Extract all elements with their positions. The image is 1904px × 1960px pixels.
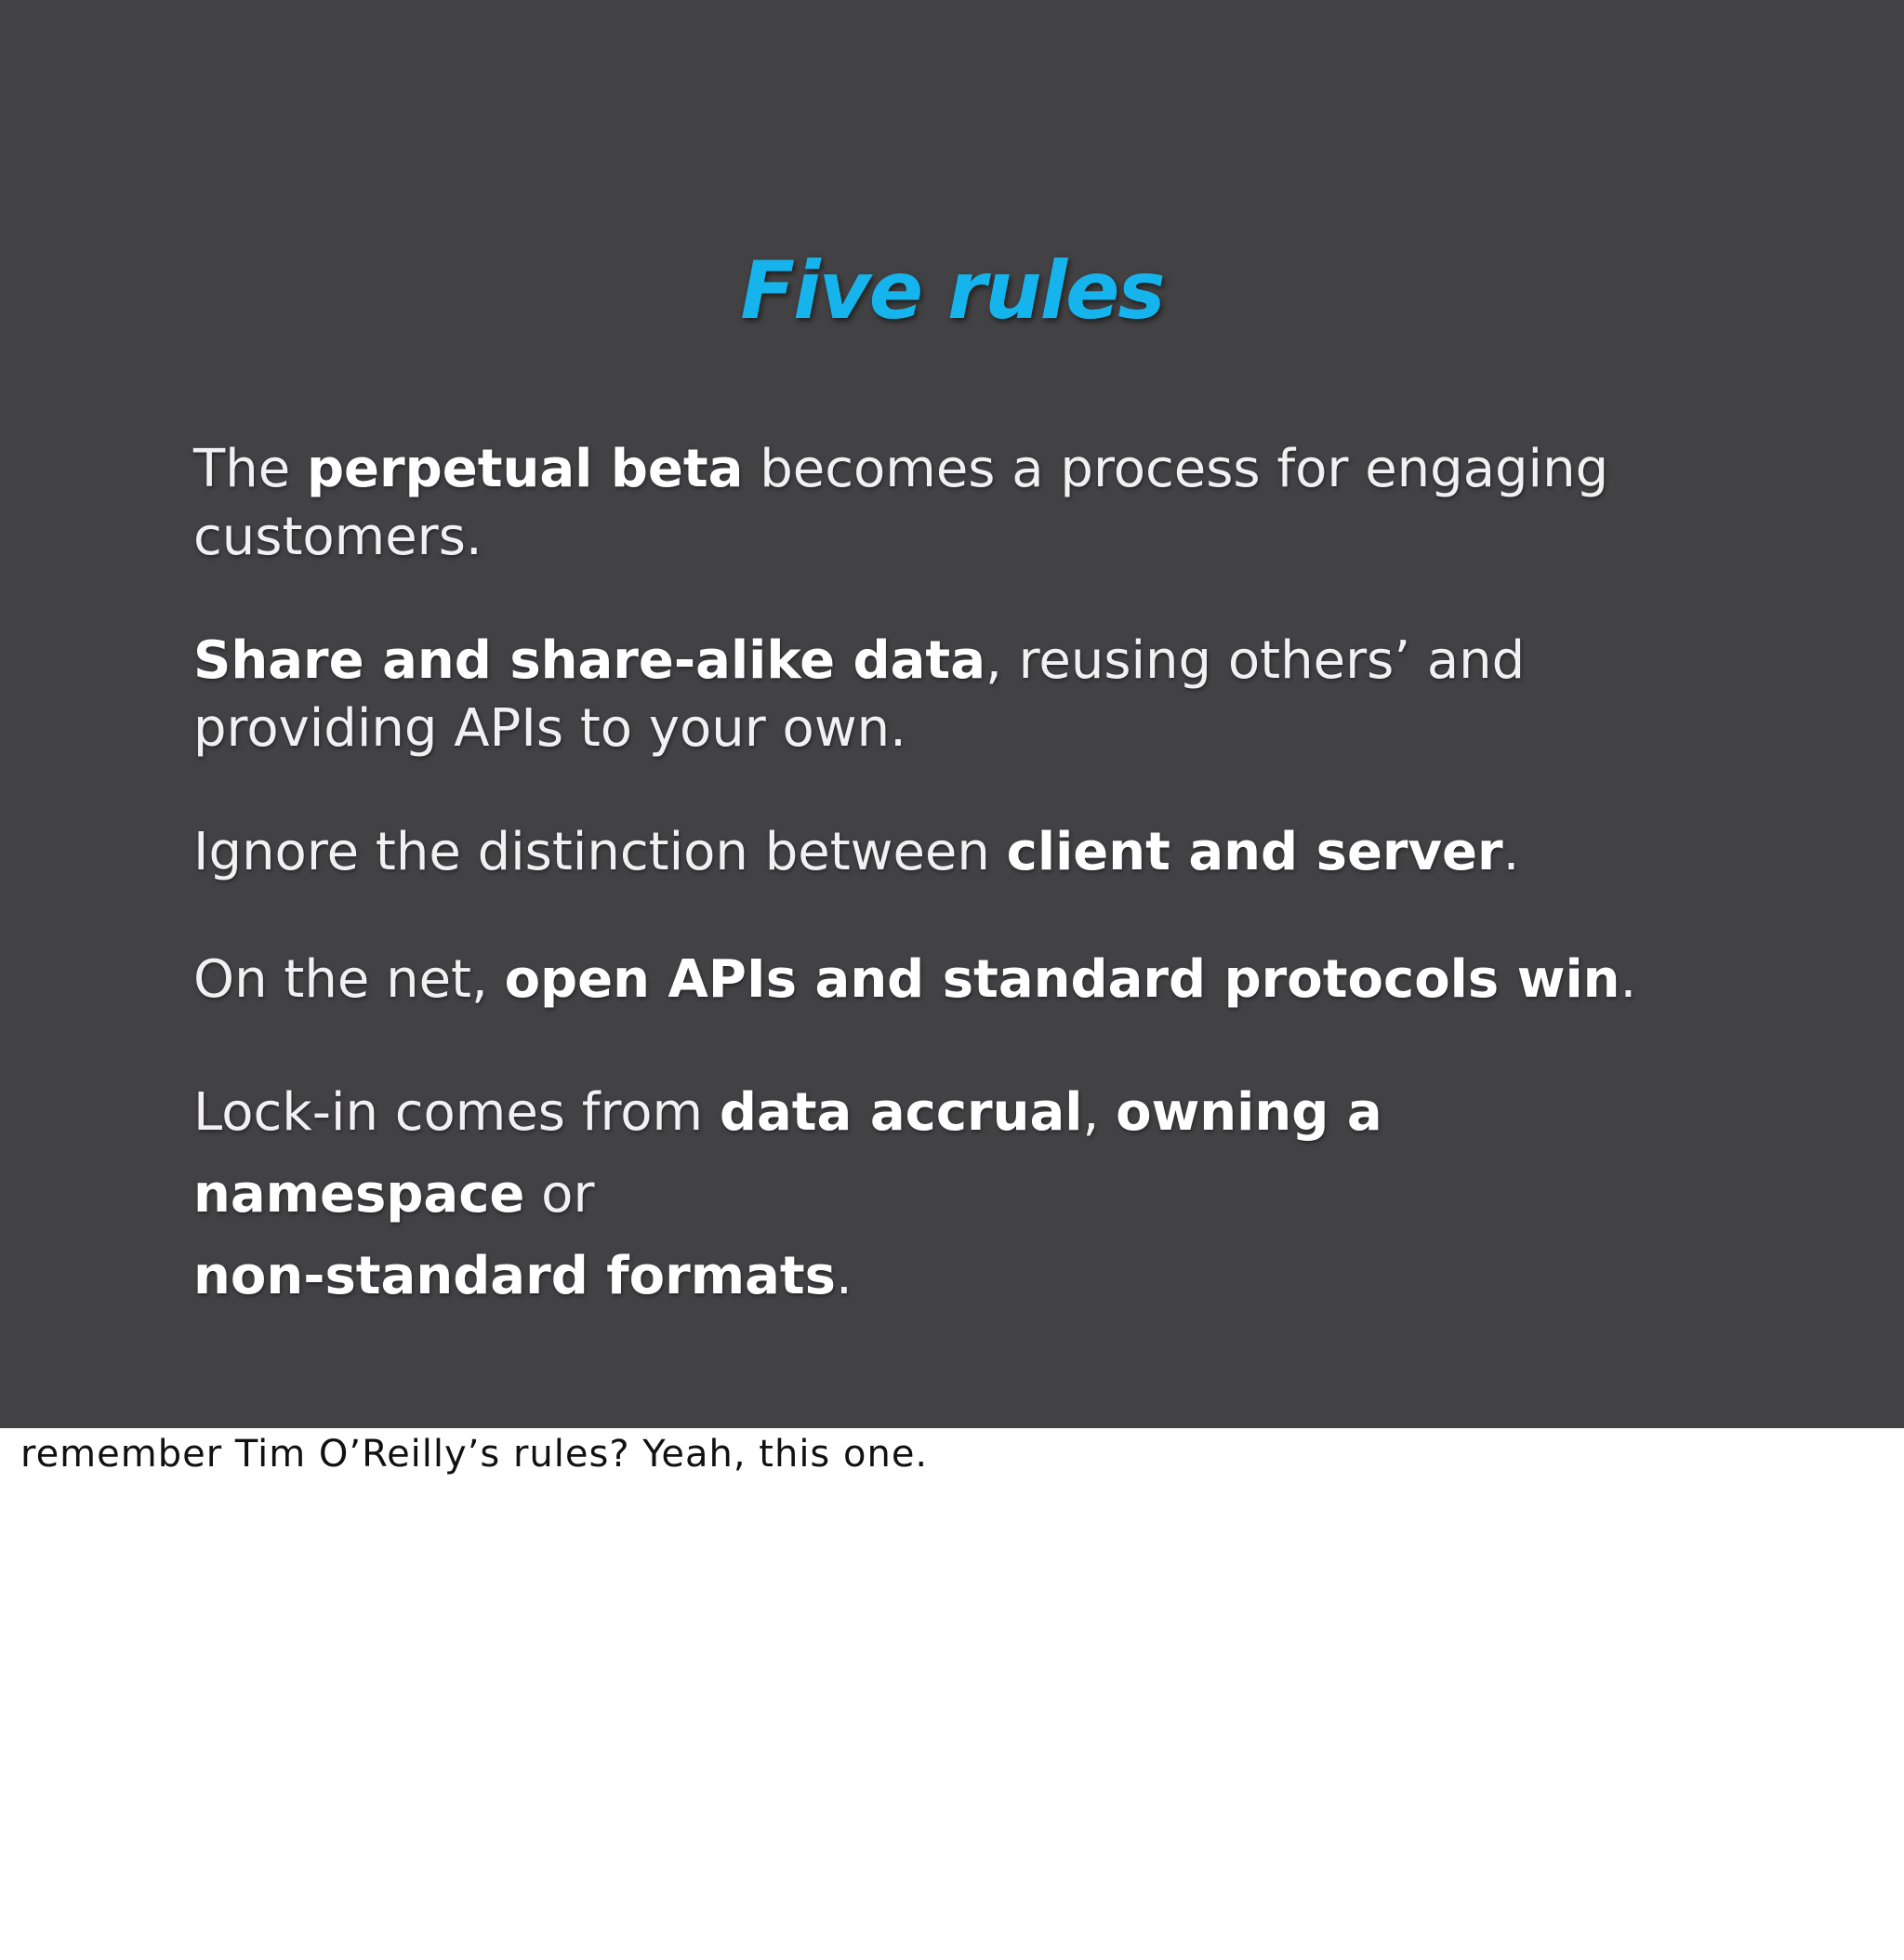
speaker-notes: remember Tim O’Reilly’s rules? Yeah, this one. [20,1433,929,1476]
rule-item-share-data [193,627,1699,762]
rule-text: . [1502,822,1520,882]
rule-item-open-apis [193,946,1699,1013]
rule-item-lock-in [193,1072,1699,1318]
slide-title: Five rules [740,245,1164,338]
rule-emphasis: non-standard formats [193,1246,836,1306]
rule-text: , reusing others’ and providing APIs to your own. [193,630,1526,759]
rule-text: becomes a process for engaging customers. [193,439,1609,567]
rule-emphasis: owning a namespace [193,1082,1382,1225]
rule-emphasis: client and server [1006,822,1503,882]
rule-text: Ignore the distinction between [193,822,1007,882]
rule-emphasis: Share and share-alike data [193,630,985,691]
rule-emphasis: perpetual beta [306,439,744,499]
rule-item-client-server [193,818,1699,886]
rule-text: , [1082,1082,1117,1143]
rule-text: On the net, [193,949,505,1010]
rule-text: . [835,1246,853,1306]
rule-text: Lock-in comes from [193,1082,720,1143]
rule-item-perpetual-beta [193,435,1644,571]
rule-text: The [193,439,307,499]
rule-emphasis: open APIs and standard protocols win [504,949,1620,1010]
rule-emphasis: data accrual [719,1082,1083,1143]
rule-text: or [524,1164,595,1225]
rule-text: . [1620,949,1637,1010]
